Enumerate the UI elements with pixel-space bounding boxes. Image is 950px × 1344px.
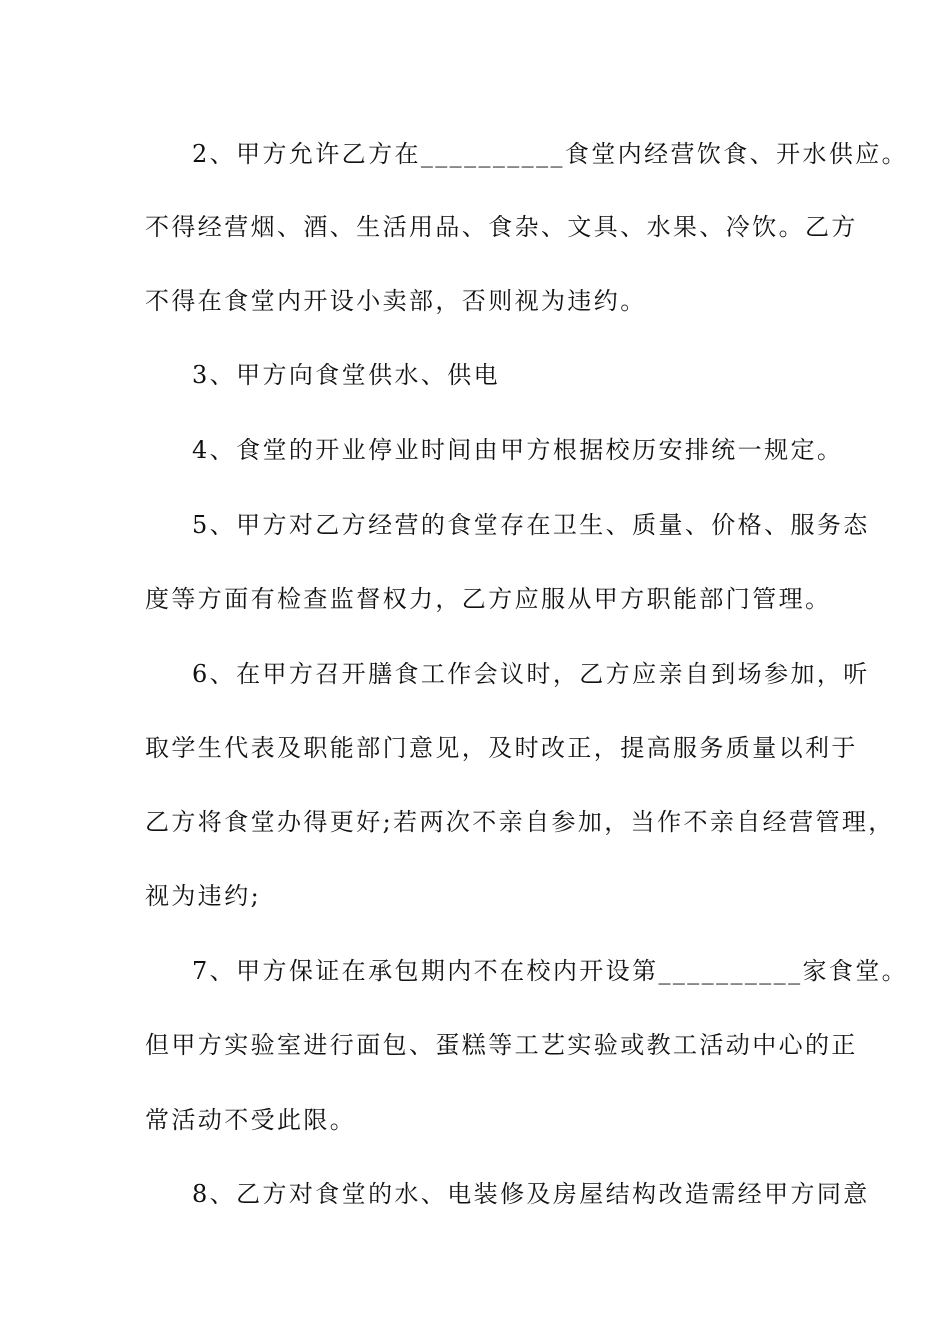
clause-7-line-3: 常活动不受此限。 <box>145 1106 357 1134</box>
clause-3-line-1: 3、甲方向食堂供水、供电 <box>192 361 501 389</box>
clause-6-line-1: 6、在甲方召开膳食工作会议时，乙方应亲自到场参加，听 <box>192 660 870 688</box>
clause-4-line-1: 4、食堂的开业停业时间由甲方根据校历安排统一规定。 <box>192 436 844 464</box>
clause-6-line-4: 视为违约; <box>145 882 262 910</box>
clause-6-line-3: 乙方将食堂办得更好;若两次不亲自参加，当作不亲自经营管理， <box>145 808 895 836</box>
clause-6-line-2: 取学生代表及职能部门意见，及时改正，提高服务质量以利于 <box>145 734 858 762</box>
clause-7-line-2: 但甲方实验室进行面包、蛋糕等工艺实验或教工活动中心的正 <box>145 1031 858 1059</box>
clause-8-line-1: 8、乙方对食堂的水、电装修及房屋结构改造需经甲方同意 <box>192 1180 870 1208</box>
clause-2-line-1: 2、甲方允许乙方在__________食堂内经营饮食、开水供应。 <box>192 140 909 168</box>
clause-2-line-2: 不得经营烟、酒、生活用品、食杂、文具、水果、冷饮。乙方 <box>145 213 858 241</box>
clause-5-line-2: 度等方面有检查监督权力，乙方应服从甲方职能部门管理。 <box>145 585 832 613</box>
clause-5-line-1: 5、甲方对乙方经营的食堂存在卫生、质量、价格、服务态 <box>192 511 870 539</box>
clause-7-line-1: 7、甲方保证在承包期内不在校内开设第__________家食堂。 <box>192 957 909 985</box>
clause-2-line-3: 不得在食堂内开设小卖部，否则视为违约。 <box>145 287 647 315</box>
